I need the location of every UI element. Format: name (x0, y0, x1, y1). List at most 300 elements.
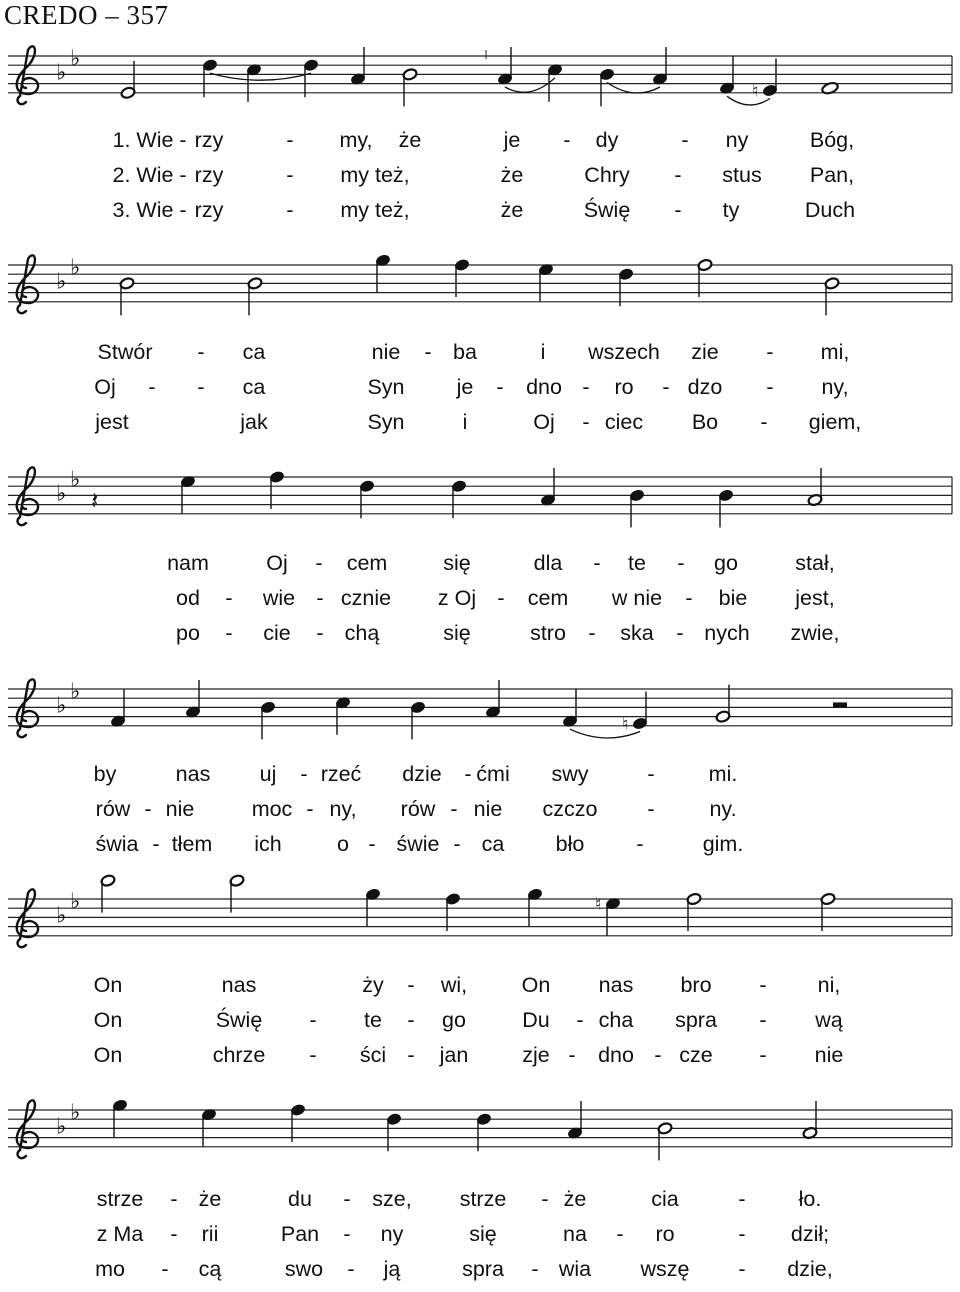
flat-icon: ♭ (56, 903, 67, 929)
lyric-syllable: ro (614, 375, 634, 399)
lyric-syllable: wi, (440, 973, 468, 997)
lyrics-block (0, 973, 960, 1078)
lyric-hyphen: - (582, 375, 590, 399)
flat-icon: ♭ (70, 889, 81, 915)
lyric-syllable: stro (530, 621, 566, 645)
staff-system (0, 16, 960, 116)
lyric-hyphen: - (450, 797, 458, 821)
lyric-syllable: że (563, 1187, 587, 1211)
lyric-hyphen: - (738, 1187, 746, 1211)
quarter-note (527, 888, 543, 927)
lyric-syllable: o (337, 832, 349, 856)
lyric-hyphen: - (685, 586, 693, 610)
half-note (100, 874, 116, 913)
lyric-hyphen: - (647, 762, 655, 786)
quarter-note (350, 47, 366, 86)
lyric-line (0, 1222, 960, 1257)
half-rest-icon (833, 702, 847, 707)
quarter-note (562, 689, 578, 728)
lyric-hyphen: - (568, 1043, 576, 1067)
lyric-syllable: ciec (604, 410, 644, 434)
lyric-syllable: Oj (94, 375, 116, 399)
lyric-syllable: rzy (194, 128, 224, 152)
lyric-line (0, 551, 960, 586)
lyric-hyphen: - (681, 128, 689, 152)
lyrics-block (0, 128, 960, 233)
lyric-syllable: dzo (687, 375, 723, 399)
lyrics-block (0, 551, 960, 656)
lyric-syllable: rów (400, 797, 436, 821)
lyric-hyphen: - (179, 198, 187, 222)
lyric-syllable: dno (598, 1043, 634, 1067)
lyric-syllable: gim. (702, 832, 744, 856)
lyric-hyphen: - (674, 198, 682, 222)
lyric-line (0, 375, 960, 410)
lyric-hyphen: - (407, 1043, 415, 1067)
quarter-note (652, 47, 668, 86)
half-note (229, 874, 245, 913)
lyric-hyphen: - (407, 1008, 415, 1032)
quarter-note (110, 689, 126, 728)
lyric-syllable: mi. (708, 762, 738, 786)
lyric-hyphen: - (286, 163, 294, 187)
quarter-note (201, 1108, 217, 1147)
lyric-syllable: zie (691, 340, 719, 364)
slur (505, 78, 555, 92)
quarter-note (386, 1113, 402, 1152)
lyric-hyphen: - (738, 1257, 746, 1281)
flat-icon: ♭ (70, 467, 81, 493)
lyric-syllable: by (93, 762, 117, 786)
lyric-syllable: ny. (709, 797, 737, 821)
treble-clef-icon (17, 467, 38, 525)
lyric-syllable: stał, (795, 551, 835, 575)
half-note (807, 468, 823, 507)
lyric-syllable: wie (262, 586, 296, 610)
lyric-hyphen: - (647, 797, 655, 821)
lyric-syllable: On (521, 973, 551, 997)
lyric-hyphen: - (677, 551, 685, 575)
natural-icon: ♮ (752, 81, 759, 102)
lyric-syllable: nas (221, 973, 257, 997)
lyric-syllable: chrze (212, 1043, 266, 1067)
quarter-note (112, 1099, 128, 1138)
lyric-syllable: ny (725, 128, 749, 152)
lyric-syllable: spra (675, 1008, 717, 1032)
lyric-hyphen: - (616, 1222, 624, 1246)
quarter-note (454, 258, 470, 297)
lyric-hyphen: - (759, 1008, 767, 1032)
lyric-syllable: zje (522, 1043, 550, 1067)
lyric-syllable: strze (96, 1187, 144, 1211)
lyric-syllable: i (462, 410, 468, 434)
half-note (402, 68, 418, 107)
lyric-syllable: nie (371, 340, 401, 364)
slur (570, 729, 640, 738)
staff-svg (0, 859, 960, 989)
quarter-note (410, 701, 426, 740)
treble-clef-icon (17, 889, 38, 947)
quarter-note (260, 701, 276, 740)
lyric-syllable: 3. Wie (112, 198, 174, 222)
quarter-note (451, 480, 467, 519)
lyric-syllable: cie (263, 621, 291, 645)
lyric-syllable: 2. Wie (112, 163, 174, 187)
treble-clef-icon (17, 46, 38, 104)
lyric-syllable: ją (383, 1257, 401, 1281)
lyric-syllable: rów (95, 797, 131, 821)
lyric-syllable: te (364, 1008, 382, 1032)
quarter-note (445, 892, 461, 931)
lyric-hyphen: - (144, 797, 152, 821)
lyric-hyphen: - (464, 762, 472, 786)
lyric-syllable: ich (254, 832, 282, 856)
lyric-syllable: ćmi (476, 762, 510, 786)
lyric-hyphen: - (563, 128, 571, 152)
lyric-syllable: Syn (367, 375, 405, 399)
lyric-syllable: dla (533, 551, 563, 575)
natural-icon: ♮ (622, 714, 629, 735)
staff-system (0, 1070, 960, 1170)
half-note (686, 892, 702, 931)
lyric-syllable: nas (598, 973, 634, 997)
lyric-syllable: du (288, 1187, 312, 1211)
page-title: CREDO – 357 (4, 0, 169, 30)
lyric-syllable: nie (814, 1043, 844, 1067)
lyric-syllable: ro (655, 1222, 675, 1246)
lyric-hyphen: - (531, 1257, 539, 1281)
lyric-syllable: nam (167, 551, 209, 575)
lyric-syllable: cha (598, 1008, 634, 1032)
lyric-syllable: cą (198, 1257, 222, 1281)
staff-svg (0, 225, 960, 355)
lyric-hyphen: - (636, 832, 644, 856)
lyric-hyphen: - (453, 832, 461, 856)
half-note (657, 1122, 673, 1161)
lyric-hyphen: - (588, 621, 596, 645)
lyric-syllable: że (398, 128, 422, 152)
lyric-line (0, 973, 960, 1008)
lyric-syllable: nie (473, 797, 503, 821)
quarter-note (540, 468, 556, 507)
quarter-note (269, 470, 285, 509)
lyric-syllable: my też, (340, 198, 410, 222)
staff-system (0, 649, 960, 749)
lyric-syllable: nas (175, 762, 211, 786)
lyric-syllable: dzie (402, 762, 442, 786)
lyric-syllable: Świę (215, 1008, 263, 1032)
lyric-hyphen: - (152, 832, 160, 856)
lyric-syllable: my też, (340, 163, 410, 187)
half-note (824, 277, 840, 316)
quarter-note (567, 1101, 583, 1140)
lyric-syllable: ska (620, 621, 654, 645)
lyric-syllable: wszę (640, 1257, 690, 1281)
half-note (120, 61, 136, 100)
lyric-syllable: moc (251, 797, 293, 821)
lyric-line (0, 128, 960, 163)
lyric-hyphen: - (197, 375, 205, 399)
lyric-syllable: Syn (367, 410, 405, 434)
quarter-note (335, 696, 351, 735)
lyric-syllable: Świę (583, 198, 631, 222)
staff-svg (0, 437, 960, 567)
lyric-hyphen: - (576, 1008, 584, 1032)
lyric-syllable: dy (595, 128, 619, 152)
lyric-syllable: jan (439, 1043, 469, 1067)
lyric-syllable: świe (396, 832, 440, 856)
lyric-syllable: bie (718, 586, 748, 610)
lyric-syllable: ło. (798, 1187, 822, 1211)
lyric-hyphen: - (179, 163, 187, 187)
flat-icon: ♭ (56, 1114, 67, 1140)
lyric-syllable: swy (551, 762, 589, 786)
lyric-syllable: stus (722, 163, 762, 187)
lyric-line (0, 762, 960, 797)
lyric-hyphen: - (541, 1187, 549, 1211)
staff-system (0, 225, 960, 325)
lyric-syllable: i (540, 340, 546, 364)
lyric-hyphen: - (347, 1257, 355, 1281)
lyric-hyphen: - (343, 1222, 351, 1246)
flat-icon: ♭ (56, 693, 67, 719)
lyric-syllable: dził; (790, 1222, 830, 1246)
lyric-hyphen: - (225, 621, 233, 645)
lyric-syllable: z Oj (437, 586, 477, 610)
lyric-syllable: Du (522, 1008, 550, 1032)
lyric-syllable: że (500, 163, 524, 187)
lyric-syllable: się (443, 551, 471, 575)
quarter-note (485, 680, 501, 719)
half-note (802, 1101, 818, 1140)
lyric-syllable: od (176, 586, 200, 610)
lyric-syllable: go (442, 1008, 466, 1032)
lyric-syllable: jak (240, 410, 268, 434)
lyric-hyphen: - (315, 551, 323, 575)
lyric-line (0, 1187, 960, 1222)
lyric-hyphen: - (170, 1222, 178, 1246)
lyric-syllable: On (93, 1008, 123, 1032)
lyric-syllable: 1. Wie (112, 128, 174, 152)
lyric-syllable: Oj (266, 551, 288, 575)
lyric-syllable: Bo (691, 410, 719, 434)
lyric-syllable: Chry (584, 163, 630, 187)
lyric-syllable: cia (651, 1187, 679, 1211)
lyric-hyphen: - (368, 832, 376, 856)
half-note (715, 685, 731, 724)
lyric-hyphen: - (300, 762, 308, 786)
slur (727, 96, 770, 105)
lyric-hyphen: - (582, 410, 590, 434)
lyric-syllable: ży (362, 973, 384, 997)
lyric-syllable: ca (242, 375, 266, 399)
quarter-note (476, 1113, 492, 1152)
lyric-syllable: ca (481, 832, 505, 856)
lyric-syllable: ni, (817, 973, 841, 997)
flat-icon: ♭ (70, 679, 81, 705)
lyric-syllable: my, (339, 128, 373, 152)
lyric-syllable: bro (680, 973, 712, 997)
lyric-syllable: rzy (194, 163, 224, 187)
lyric-syllable: bło (555, 832, 585, 856)
quarter-note (180, 475, 196, 514)
lyric-syllable: ści (359, 1043, 387, 1067)
lyric-syllable: uj (259, 762, 277, 786)
lyric-syllable: się (443, 621, 471, 645)
lyric-syllable: spra (462, 1257, 504, 1281)
lyric-hyphen: - (738, 1222, 746, 1246)
quarter-note (202, 59, 218, 98)
flat-icon: ♭ (56, 60, 67, 86)
half-note (820, 892, 836, 931)
lyric-syllable: giem, (808, 410, 862, 434)
treble-clef-icon (17, 679, 38, 737)
lyric-hyphen: - (170, 1187, 178, 1211)
half-note (119, 277, 135, 316)
lyric-syllable: mi, (820, 340, 850, 364)
lyric-hyphen: - (593, 551, 601, 575)
lyric-syllable: na (563, 1222, 587, 1246)
lyric-syllable: że (500, 198, 524, 222)
staff-svg (0, 1070, 960, 1200)
lyric-syllable: zwie, (790, 621, 840, 645)
lyric-syllable: ny, (821, 375, 849, 399)
lyric-syllable: świa (95, 832, 139, 856)
lyrics-block (0, 762, 960, 867)
staff-svg (0, 16, 960, 146)
lyric-hyphen: - (407, 973, 415, 997)
lyric-syllable: cze (679, 1043, 713, 1067)
quarter-note (303, 59, 319, 98)
lyric-syllable: po (176, 621, 200, 645)
lyric-hyphen: - (766, 375, 774, 399)
lyric-hyphen: - (161, 1257, 169, 1281)
lyric-hyphen: - (309, 1043, 317, 1067)
lyric-hyphen: - (316, 621, 324, 645)
lyric-line (0, 1257, 960, 1292)
lyric-hyphen: - (343, 1187, 351, 1211)
lyric-syllable: rzy (194, 198, 224, 222)
lyric-hyphen: - (654, 1043, 662, 1067)
lyric-hyphen: - (674, 163, 682, 187)
lyric-syllable: ca (242, 340, 266, 364)
lyric-syllable: go (714, 551, 738, 575)
lyric-syllable: nie (165, 797, 195, 821)
lyric-syllable: rii (201, 1222, 219, 1246)
half-note (697, 258, 713, 297)
lyric-syllable: nych (704, 621, 750, 645)
lyric-line (0, 1008, 960, 1043)
lyric-hyphen: - (676, 621, 684, 645)
flat-icon: ♭ (70, 255, 81, 281)
lyric-syllable: cem (346, 551, 388, 575)
lyric-syllable: On (93, 973, 123, 997)
lyric-syllable: wszech (588, 340, 660, 364)
half-note (247, 277, 263, 316)
lyric-syllable: tłem (171, 832, 213, 856)
quarter-note (719, 56, 735, 95)
quarter-note (365, 888, 381, 927)
quarter-note (629, 489, 645, 528)
staff-svg (0, 649, 960, 779)
lyric-syllable: Pan (280, 1222, 320, 1246)
lyric-line (0, 340, 960, 375)
lyric-syllable: strze (459, 1187, 507, 1211)
quarter-note (538, 263, 554, 302)
lyric-syllable: rzeć (320, 762, 362, 786)
flat-icon: ♭ (70, 46, 81, 72)
lyric-syllable: z Ma (96, 1222, 144, 1246)
lyric-syllable: Bóg, (809, 128, 855, 152)
flat-icon: ♭ (56, 481, 67, 507)
lyric-syllable: ny (380, 1222, 404, 1246)
lyric-syllable: ba (453, 340, 477, 364)
lyric-syllable: ny, (329, 797, 357, 821)
lyric-syllable: cem (527, 586, 569, 610)
treble-clef-icon (17, 255, 38, 313)
quarter-note (595, 895, 621, 936)
flat-icon: ♭ (70, 1100, 81, 1126)
lyric-syllable: dno (526, 375, 562, 399)
quarter-note (599, 68, 615, 107)
staff-system (0, 437, 960, 537)
quarter-note (246, 63, 262, 102)
lyrics-block (0, 1187, 960, 1292)
quarter-note (185, 680, 201, 719)
treble-clef-icon (17, 1100, 38, 1158)
quarter-note (718, 489, 734, 528)
lyric-syllable: je (456, 375, 474, 399)
lyric-hyphen: - (179, 128, 187, 152)
lyric-hyphen: - (759, 973, 767, 997)
lyric-syllable: Pan, (809, 163, 855, 187)
lyric-syllable: wia (558, 1257, 592, 1281)
lyric-hyphen: - (760, 410, 768, 434)
lyric-hyphen: - (424, 340, 432, 364)
lyric-syllable: wą (815, 1008, 843, 1032)
lyric-syllable: chą (344, 621, 380, 645)
quarter-note (359, 480, 375, 519)
lyric-syllable: sze, (372, 1187, 412, 1211)
lyric-syllable: ty (722, 198, 740, 222)
lyric-syllable: Oj (533, 410, 555, 434)
lyric-syllable: jest (95, 410, 129, 434)
lyric-hyphen: - (759, 1043, 767, 1067)
lyric-hyphen: - (286, 198, 294, 222)
lyric-hyphen: - (662, 375, 670, 399)
lyric-syllable: jest, (795, 586, 835, 610)
lyric-hyphen: - (197, 340, 205, 364)
quarter-note (618, 268, 634, 307)
lyric-syllable: że (198, 1187, 222, 1211)
quarter-note (290, 1103, 306, 1142)
lyric-line (0, 163, 960, 198)
lyric-hyphen: - (306, 797, 314, 821)
lyric-hyphen: - (496, 375, 504, 399)
flat-icon: ♭ (56, 269, 67, 295)
lyric-hyphen: - (497, 586, 505, 610)
lyric-hyphen: - (309, 1008, 317, 1032)
quarter-note (497, 47, 513, 86)
lyric-hyphen: - (225, 586, 233, 610)
lyric-syllable: dzie, (787, 1257, 833, 1281)
lyric-syllable: czczo (542, 797, 598, 821)
quarter-note (375, 254, 391, 293)
lyric-syllable: mo (95, 1257, 125, 1281)
lyrics-block (0, 340, 960, 445)
lyric-line (0, 586, 960, 621)
lyric-hyphen: - (286, 128, 294, 152)
